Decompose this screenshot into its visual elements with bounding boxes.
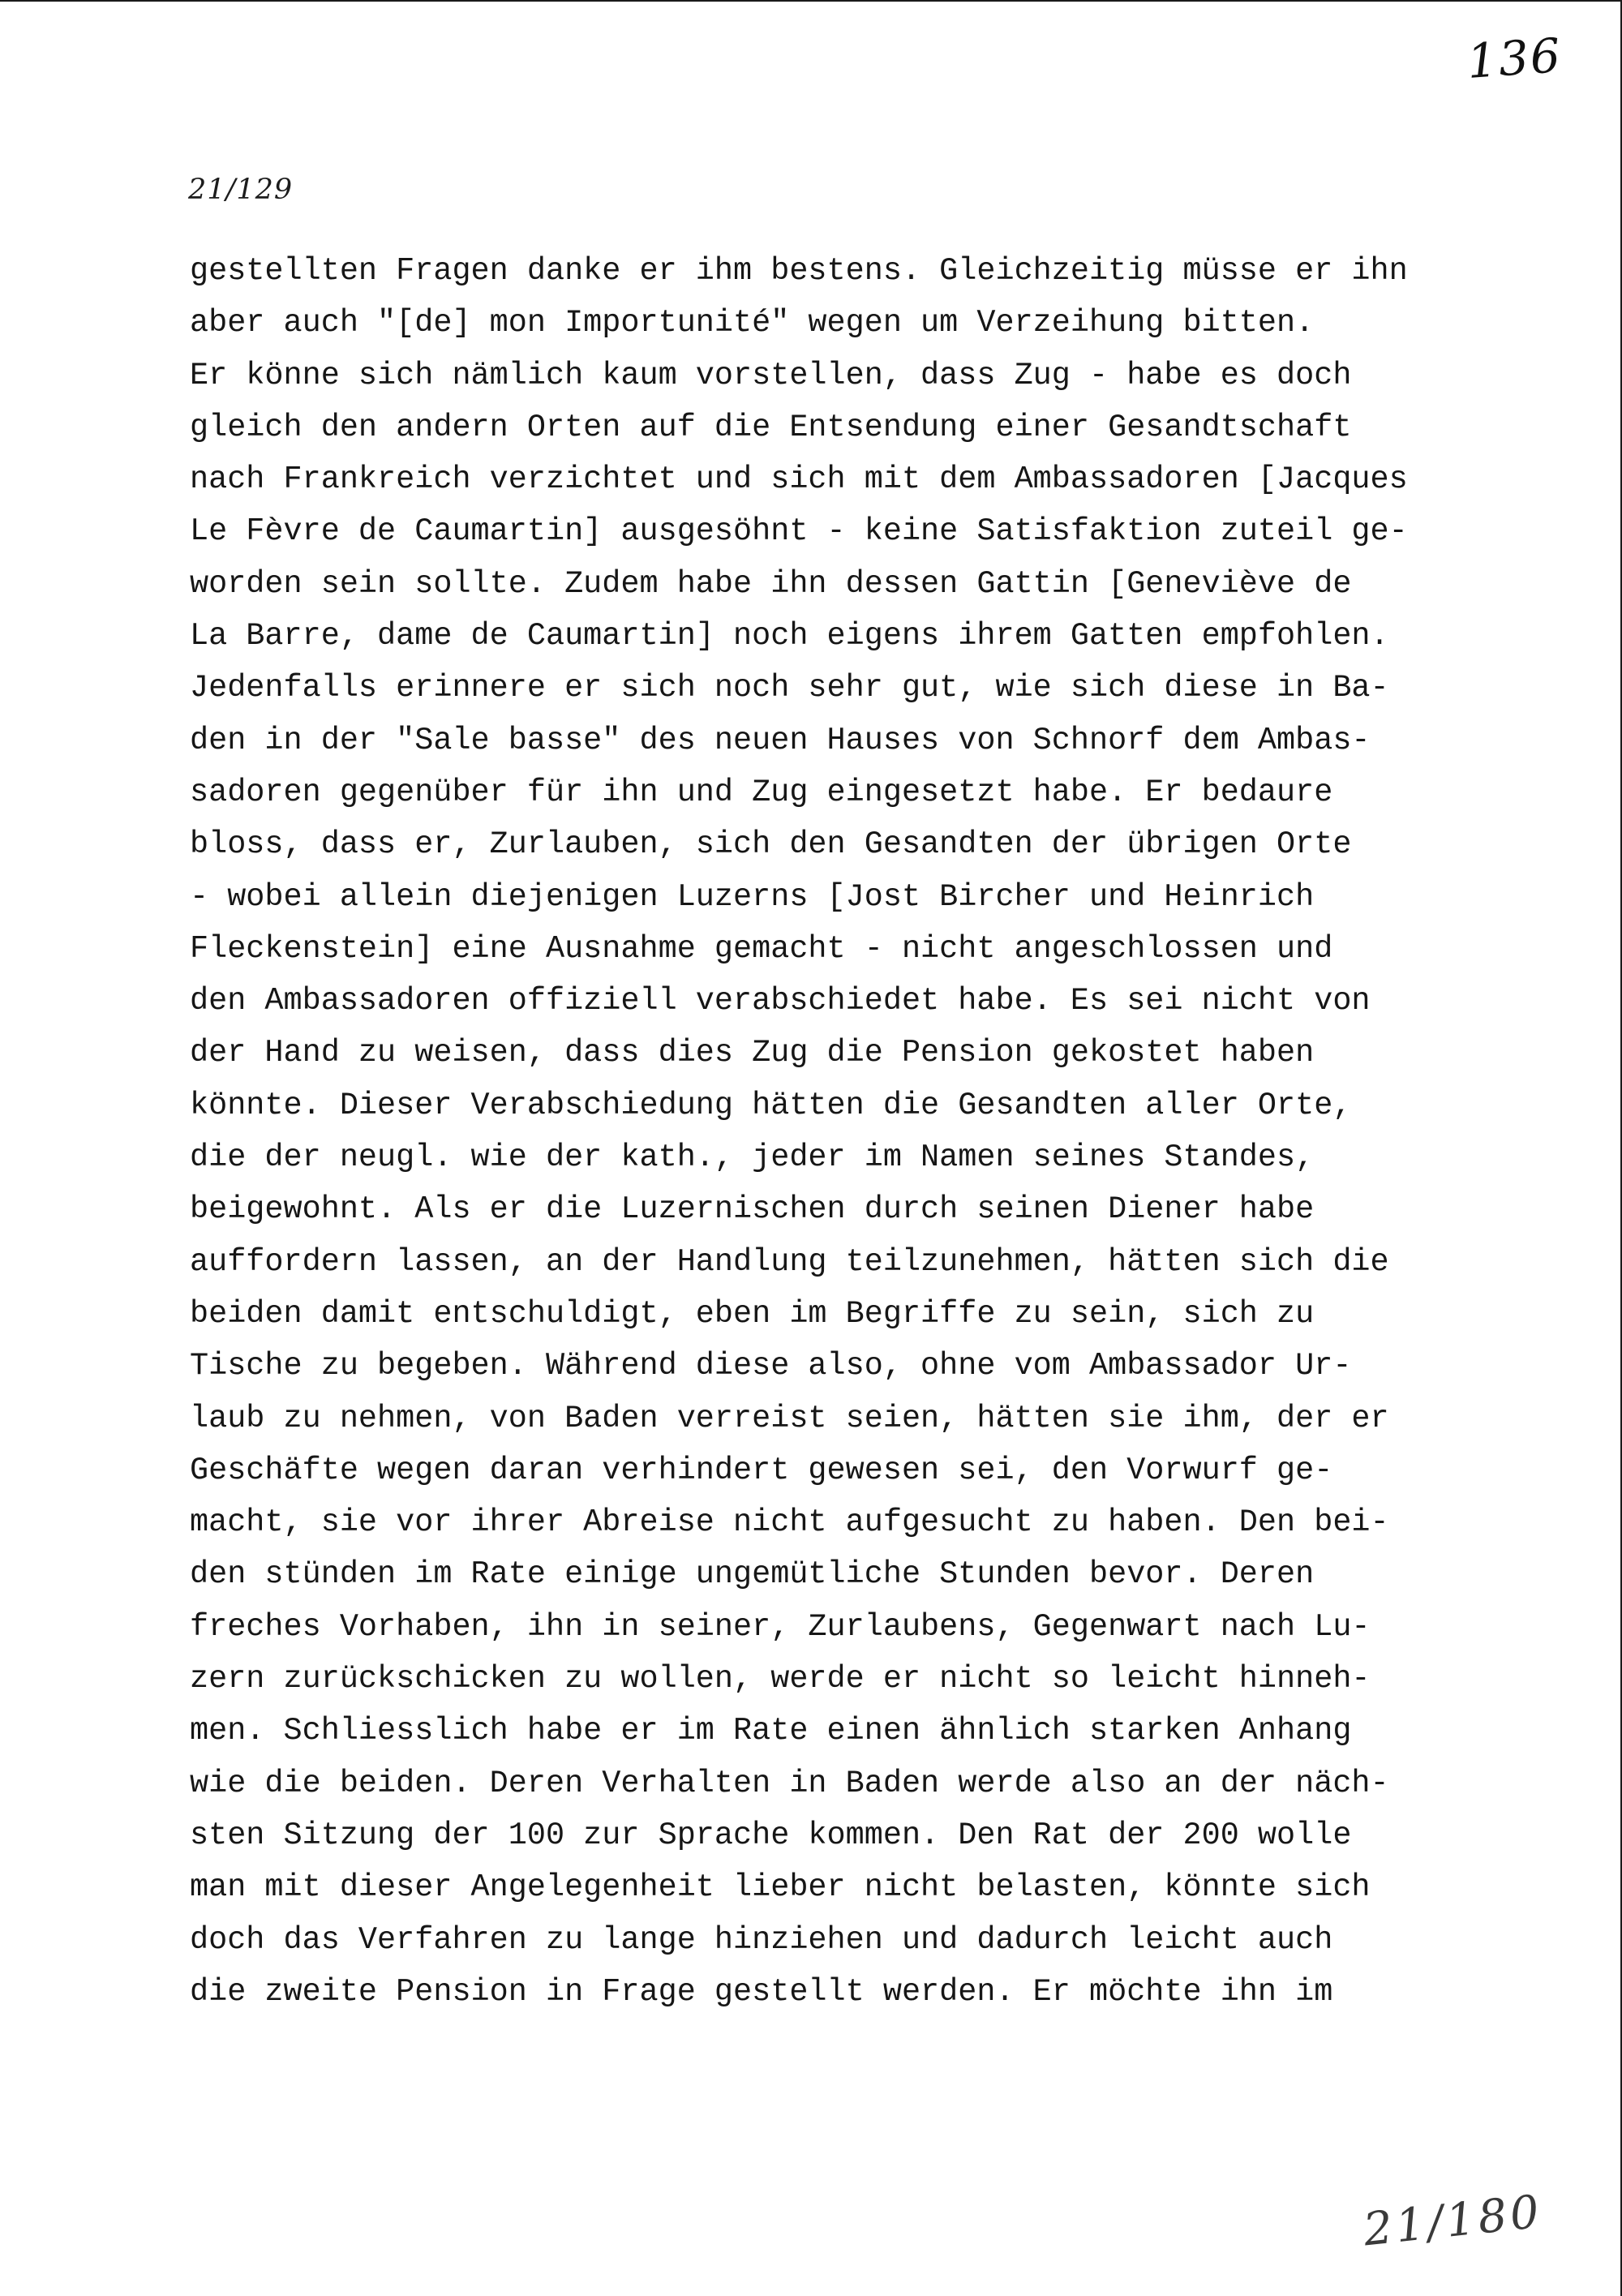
text-line: men. Schliesslich habe er im Rate einen ähnlich starken Anhang bbox=[190, 1713, 1352, 1749]
text-line: nach Frankreich verzichtet und sich mit dem Ambassadoren [Jacques bbox=[190, 461, 1408, 498]
text-line: worden sein sollte. Zudem habe ihn dessen Gattin [Geneviève de bbox=[190, 565, 1352, 602]
text-line: Tische zu begeben. Während diese also, ohne vom Ambassador Ur- bbox=[190, 1348, 1352, 1384]
text-line: La Barre, dame de Caumartin] noch eigens ihrem Gatten empfohlen. bbox=[190, 618, 1389, 654]
text-line: Er könne sich nämlich kaum vorstellen, dass Zug - habe es doch bbox=[190, 357, 1352, 393]
text-line: man mit dieser Angelegenheit lieber nicht belasten, könnte sich bbox=[190, 1869, 1371, 1906]
reference-number: 21/129 bbox=[188, 174, 294, 206]
text-line: bloss, dass er, Zurlauben, sich den Gesandten der übrigen Orte bbox=[190, 826, 1352, 863]
text-line: wie die beiden. Deren Verhalten in Baden werde also an der näch- bbox=[190, 1765, 1389, 1801]
text-line: zern zurückschicken zu wollen, werde er nicht so leicht hinneh- bbox=[190, 1661, 1371, 1697]
text-line: Fleckenstein] eine Ausnahme gemacht - nicht angeschlossen und bbox=[190, 930, 1333, 967]
body-text bbox=[190, 245, 1471, 2018]
text-line: sten Sitzung der 100 zur Sprache kommen. Den Rat der 200 wolle bbox=[190, 1817, 1352, 1853]
text-line: aber auch "[de] mon Importunité" wegen um Verzeihung bitten. bbox=[190, 305, 1315, 341]
text-line: könnte. Dieser Verabschiedung hätten die Gesandten aller Orte, bbox=[190, 1087, 1352, 1123]
text-line: den Ambassadoren offiziell verabschiedet habe. Es sei nicht von bbox=[190, 983, 1371, 1019]
text-line: gleich den andern Orten auf die Entsendung einer Gesandtschaft bbox=[190, 409, 1352, 445]
text-line: beiden damit entschuldigt, eben im Begriffe zu sein, sich zu bbox=[190, 1295, 1315, 1332]
text-line: den stünden im Rate einige ungemütliche Stunden bevor. Deren bbox=[190, 1556, 1315, 1593]
text-line: gestellten Fragen danke er ihm bestens. Gleichzeitig müsse er ihn bbox=[190, 253, 1408, 289]
text-line: die der neugl. wie der kath., jeder im Namen seines Standes, bbox=[190, 1139, 1315, 1176]
text-line: den in der "Sale basse" des neuen Hauses von Schnorf dem Ambas- bbox=[190, 722, 1371, 758]
text-line: freches Vorhaben, ihn in seiner, Zurlaubens, Gegenwart nach Lu- bbox=[190, 1608, 1371, 1645]
text-line: die zweite Pension in Frage gestellt werden. Er möchte ihn im bbox=[190, 1973, 1333, 2010]
text-line: Geschäfte wegen daran verhindert gewesen sei, den Vorwurf ge- bbox=[190, 1452, 1333, 1488]
text-line: Le Fèvre de Caumartin] ausgesöhnt - keine Satisfaktion zuteil ge- bbox=[190, 513, 1408, 550]
text-line: doch das Verfahren zu lange hinziehen und dadurch leicht auch bbox=[190, 1921, 1333, 1958]
text-line: macht, sie vor ihrer Abreise nicht aufgesucht zu haben. Den bei- bbox=[190, 1504, 1389, 1541]
text-line: sadoren gegenüber für ihn und Zug eingesetzt habe. Er bedaure bbox=[190, 774, 1333, 810]
text-line: auffordern lassen, an der Handlung teilzunehmen, hätten sich die bbox=[190, 1243, 1389, 1280]
footer-handwritten-number: 21/180 bbox=[1361, 2185, 1545, 2257]
text-line: beigewohnt. Als er die Luzernischen durch seinen Diener habe bbox=[190, 1191, 1315, 1228]
text-line: - wobei allein diejenigen Luzerns [Jost Bircher und Heinrich bbox=[190, 878, 1315, 915]
text-line: der Hand zu weisen, dass dies Zug die Pension gekostet haben bbox=[190, 1035, 1315, 1071]
handwritten-page-number: 136 bbox=[1465, 28, 1564, 89]
text-line: Jedenfalls erinnere er sich noch sehr gut, wie sich diese in Ba- bbox=[190, 670, 1389, 706]
text-line: laub zu nehmen, von Baden verreist seien, hätten sie ihm, der er bbox=[190, 1400, 1389, 1436]
